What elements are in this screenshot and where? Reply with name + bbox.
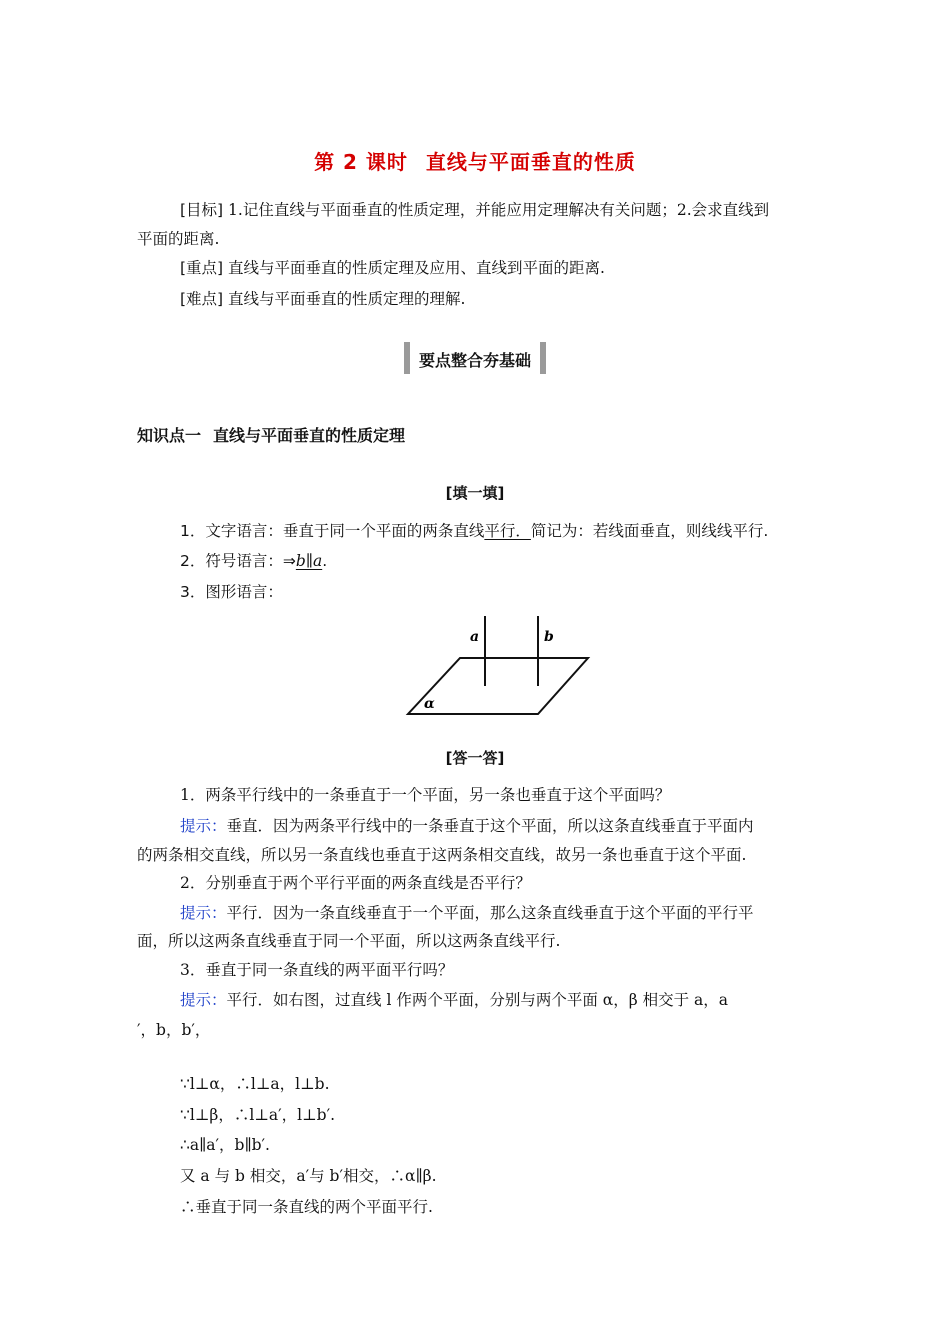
goal-difficulty: [180, 289, 465, 309]
goal-target-cont: 平面的距离.: [137, 230, 220, 248]
title-topic: 直线与平面垂直的性质: [425, 150, 636, 174]
proof-step-3: ∴a∥a′，b∥b′.: [180, 1136, 270, 1154]
page-title: [0, 146, 950, 175]
fill-item-2: [180, 551, 327, 571]
fill-item-1-prefix: 1．文字语言：垂直于同一个平面的两条直线: [180, 522, 485, 540]
goal-target-tag: [目标]: [180, 201, 224, 219]
fill-item-1: [180, 521, 768, 541]
knowledge-point-title: 直线与平面垂直的性质定理: [213, 426, 406, 445]
perpendicular-lines-figure: [400, 612, 600, 722]
goal-key: [180, 258, 605, 278]
question-2: 2．分别垂直于两个平行平面的两条直线是否平行？: [180, 874, 531, 892]
fill-item-1-suffix: 简记为：若线面垂直，则线线平行.: [530, 522, 769, 540]
fill-item-1-blank: 平行．: [484, 522, 531, 540]
answer-1-cont: 的两条相交直线，所以另一条直线也垂直于这两条相交直线，故另一条也垂直于这个平面.: [137, 846, 747, 864]
proof-step-2: ∵l⊥β，∴l⊥a′，l⊥b′.: [180, 1106, 336, 1124]
answer-3: [180, 990, 728, 1010]
title-lesson: 第 2 课时: [314, 150, 408, 174]
knowledge-point-label: 知识点一: [137, 426, 202, 445]
label-b: b: [544, 629, 554, 645]
banner-right-bar: [540, 342, 546, 374]
question-3: 3．垂直于同一条直线的两平面平行吗？: [180, 961, 454, 979]
answer-1-text: 垂直．因为两条平行线中的一条垂直于这个平面，所以这条直线垂直于平面内: [226, 817, 754, 835]
proof-step-1: ∵l⊥α，∴l⊥a，l⊥b.: [180, 1075, 330, 1093]
hint-label-3: 提示：: [180, 991, 227, 1009]
goal-key-tag: [重点]: [180, 259, 224, 277]
fill-item-2-suffix: .: [322, 552, 328, 570]
label-a: a: [470, 629, 480, 645]
proof-step-4: 又 a 与 b 相交，a′与 b′相交，∴α∥β.: [180, 1167, 437, 1185]
answer-2-text: 平行．因为一条直线垂直于一个平面，那么这条直线垂直于这个平面的平行平: [226, 904, 754, 922]
goal-target-text: 1.记住直线与平面垂直的性质定理，并能应用定理解决有关问题；2.会求直线到: [228, 201, 770, 219]
label-alpha: α: [424, 696, 435, 712]
section-banner: [404, 342, 546, 374]
knowledge-point-heading: [137, 423, 405, 446]
answer-3-cont: ′，b，b′，: [137, 1021, 211, 1039]
fill-heading: [填一填]: [445, 484, 505, 502]
hint-label-1: 提示：: [180, 817, 227, 835]
fill-item-2-prefix: 2．符号语言：⇒: [180, 552, 296, 570]
qa-heading: [答一答]: [445, 749, 505, 767]
hint-label-2: 提示：: [180, 904, 227, 922]
goal-difficulty-tag: [难点]: [180, 290, 224, 308]
question-1: 1．两条平行线中的一条垂直于一个平面，另一条也垂直于这个平面吗？: [180, 786, 671, 804]
fill-item-3: 3．图形语言：: [180, 583, 283, 601]
goal-difficulty-text: 直线与平面垂直的性质定理的理解.: [228, 290, 466, 308]
answer-3-text: 平行．如右图，过直线 l 作两个平面，分别与两个平面 α，β 相交于 a，a: [226, 991, 729, 1009]
goal-target: [180, 200, 769, 220]
answer-1: [180, 816, 754, 836]
goal-key-text: 直线与平面垂直的性质定理及应用、直线到平面的距离.: [228, 259, 605, 277]
proof-step-5: ∴垂直于同一条直线的两个平面平行.: [180, 1198, 433, 1216]
banner-text: 要点整合夯基础: [418, 351, 531, 370]
plane-alpha: [408, 658, 588, 714]
answer-2: [180, 903, 754, 923]
fill-item-2-blank: b∥a: [295, 552, 323, 570]
figure-svg: [400, 612, 600, 722]
answer-2-cont: 面，所以这两条直线垂直于同一个平面，所以这两条直线平行.: [137, 932, 561, 950]
